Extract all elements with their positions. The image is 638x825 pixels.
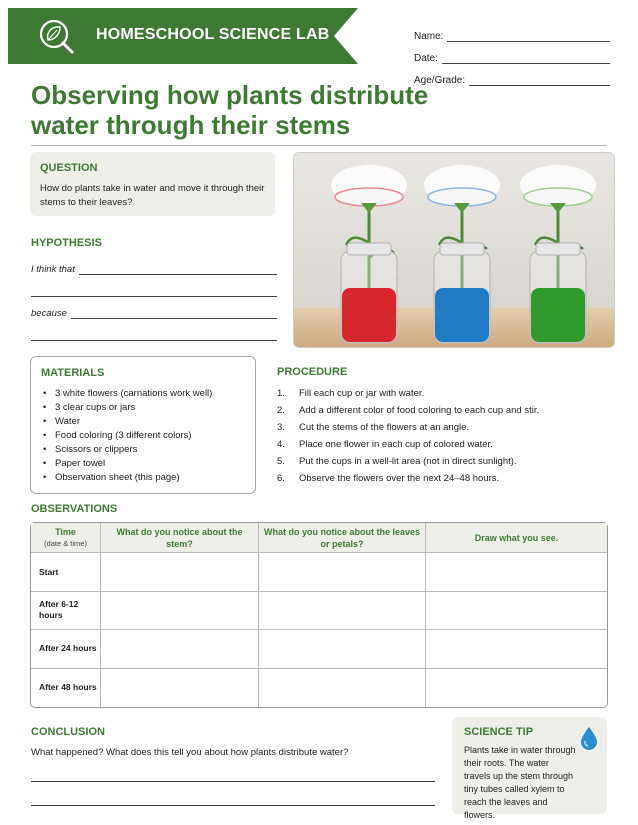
date-label: Date: bbox=[414, 53, 438, 64]
tip-text: Plants take in water through their roots. The water travels up the stem through tiny tubes called xylem to reach the leaves and flowers. bbox=[464, 745, 576, 820]
procedure-heading: PROCEDURE bbox=[277, 366, 348, 378]
banner-title: HOMESCHOOL SCIENCE LAB bbox=[96, 26, 330, 43]
tip-heading: SCIENCE TIP bbox=[464, 726, 534, 738]
step-number: 2. bbox=[277, 405, 285, 416]
hypothesis-section bbox=[31, 237, 277, 341]
step-text: Place one flower in each cup of colored water. bbox=[299, 439, 493, 450]
list-item bbox=[277, 436, 607, 453]
row-label: After 6-12 hours bbox=[31, 592, 101, 630]
hypothesis-heading: HYPOTHESIS bbox=[31, 237, 102, 249]
hypothesis-row-2 bbox=[31, 297, 277, 319]
step-number: 1. bbox=[277, 388, 285, 399]
hypothesis-prompt-1: I think that bbox=[31, 264, 75, 275]
step-text: Fill each cup or jar with water. bbox=[299, 388, 425, 399]
stem-cell[interactable] bbox=[101, 630, 259, 668]
step-text: Observe the flowers over the next 24–48 hours. bbox=[299, 473, 500, 484]
title-line-2: water through their stems bbox=[31, 110, 351, 140]
name-row bbox=[414, 20, 610, 42]
hypothesis-field-2[interactable] bbox=[31, 275, 277, 297]
name-label: Name: bbox=[414, 31, 444, 42]
list-item bbox=[277, 470, 607, 487]
col-time bbox=[31, 523, 101, 553]
list-item: • Food coloring (3 different colors) bbox=[41, 429, 245, 443]
hypothesis-field-1[interactable] bbox=[79, 264, 277, 275]
table-header bbox=[31, 523, 607, 553]
list-item bbox=[277, 419, 607, 436]
list-item: • Water bbox=[41, 415, 245, 429]
list-item bbox=[277, 385, 607, 402]
col-draw: Draw what you see. bbox=[426, 523, 607, 553]
title-line-1: Observing how plants distribute bbox=[31, 80, 429, 110]
table-row bbox=[31, 592, 607, 630]
age-label: Age/Grade: bbox=[414, 75, 466, 86]
step-number: 5. bbox=[277, 456, 285, 467]
date-field[interactable] bbox=[442, 53, 610, 64]
stem-cell[interactable] bbox=[101, 669, 259, 707]
stem-cell[interactable] bbox=[101, 592, 259, 630]
step-text: Put the cups in a well-lit area (not in direct sunlight). bbox=[299, 456, 517, 467]
procedure-list bbox=[277, 385, 607, 487]
conclusion-heading: CONCLUSION bbox=[31, 726, 105, 738]
table-row bbox=[31, 630, 607, 668]
materials-heading: MATERIALS bbox=[41, 367, 105, 379]
step-number: 3. bbox=[277, 422, 285, 433]
list-item: • Paper towel bbox=[41, 457, 245, 471]
list-item: • Scissors or clippers bbox=[41, 443, 245, 457]
draw-cell[interactable] bbox=[426, 669, 607, 707]
question-heading: QUESTION bbox=[40, 162, 98, 174]
conclusion-question: What happened? What does this tell you about how plants distribute water? bbox=[31, 747, 349, 758]
step-number: 6. bbox=[277, 473, 285, 484]
page-title bbox=[31, 80, 591, 140]
table-row bbox=[31, 553, 607, 591]
col-leaves: What do you notice about the leaves or petals? bbox=[259, 523, 426, 553]
col-stem: What do you notice about the stem? bbox=[101, 523, 259, 553]
conclusion-field-1[interactable] bbox=[31, 758, 435, 782]
science-tip-box bbox=[452, 717, 607, 820]
conclusion-section bbox=[31, 726, 435, 806]
water-drop-icon bbox=[580, 726, 598, 755]
materials-list bbox=[41, 387, 245, 485]
leaves-cell[interactable] bbox=[259, 592, 426, 630]
observations-heading: OBSERVATIONS bbox=[31, 503, 118, 515]
question-box bbox=[30, 152, 275, 216]
observations-table bbox=[30, 522, 608, 708]
header-banner bbox=[8, 8, 358, 64]
materials-box bbox=[30, 356, 256, 494]
stem-cell[interactable] bbox=[101, 553, 259, 591]
row-label: Start bbox=[31, 553, 101, 591]
magnifier-leaf-icon bbox=[30, 16, 80, 56]
draw-cell[interactable] bbox=[426, 592, 607, 630]
leaves-cell[interactable] bbox=[259, 669, 426, 707]
list-item: • 3 white flowers (carnations work well) bbox=[41, 387, 245, 401]
name-field[interactable] bbox=[447, 31, 610, 42]
flowers-photo bbox=[293, 152, 615, 348]
leaves-cell[interactable] bbox=[259, 630, 426, 668]
draw-cell[interactable] bbox=[426, 630, 607, 668]
table-row bbox=[31, 669, 607, 707]
col-time-label: Time bbox=[55, 526, 76, 537]
list-item bbox=[277, 453, 607, 470]
row-label: After 24 hours bbox=[31, 630, 101, 668]
list-item: • Observation sheet (this page) bbox=[41, 471, 245, 485]
step-number: 4. bbox=[277, 439, 285, 450]
col-time-sub: (date & time) bbox=[44, 538, 87, 548]
hypothesis-field-4[interactable] bbox=[31, 319, 277, 341]
procedure-section bbox=[277, 366, 607, 487]
student-info bbox=[414, 20, 610, 86]
draw-cell[interactable] bbox=[426, 553, 607, 591]
step-text: Cut the stems of the flowers at an angle. bbox=[299, 422, 470, 433]
list-item bbox=[277, 402, 607, 419]
list-item: • 3 clear cups or jars bbox=[41, 401, 245, 415]
divider bbox=[31, 145, 607, 146]
row-label: After 48 hours bbox=[31, 669, 101, 707]
hypothesis-field-3[interactable] bbox=[71, 308, 277, 319]
date-row bbox=[414, 42, 610, 64]
question-text: How do plants take in water and move it through their stems to their leaves? bbox=[40, 183, 265, 208]
step-text: Add a different color of food coloring to each cup and stir. bbox=[299, 405, 540, 416]
conclusion-field-2[interactable] bbox=[31, 782, 435, 806]
hypothesis-prompt-2: because bbox=[31, 308, 67, 319]
hypothesis-row-1 bbox=[31, 253, 277, 275]
leaves-cell[interactable] bbox=[259, 553, 426, 591]
